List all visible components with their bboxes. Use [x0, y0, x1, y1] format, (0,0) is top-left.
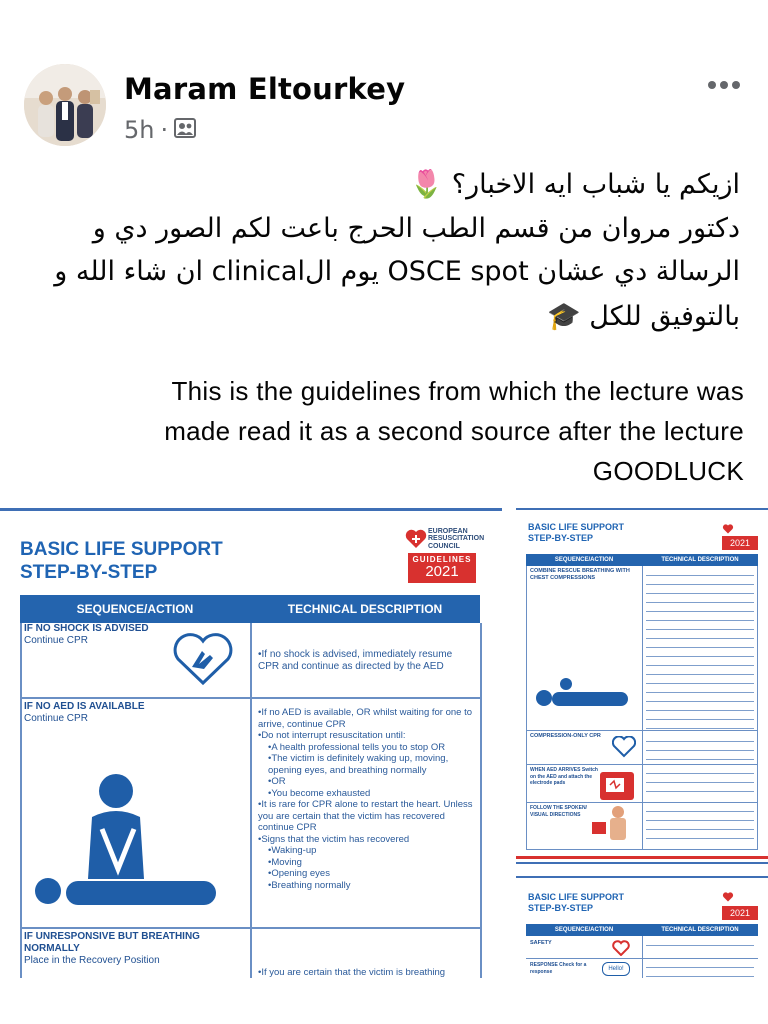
post-text-en-3: GOODLUCK	[592, 456, 744, 486]
person-aed-icon	[588, 804, 638, 854]
bullet-3: •A health professional tells you to stop OR	[268, 741, 446, 753]
bls-title-line1: BASIC LIFE SUPPORT	[20, 539, 223, 560]
bullet-8: •Signs that the victim has recovered	[258, 833, 410, 845]
side-top-rowline-1	[526, 730, 758, 731]
row-no-shock-desc: •If no shock is advised, immediately resume CPR and continue as directed by the AED	[258, 649, 453, 672]
side-top-row-1: COMBINE RESCUE BREATHING WITH CHEST COMPRESSIONS	[530, 568, 630, 581]
side-top-row-2: COMPRESSION-ONLY CPR	[530, 733, 601, 739]
side-top-desc-lines-4	[646, 806, 754, 846]
post-text-ar-4: بالتوفيق للكل 🎓	[547, 301, 740, 332]
table-right-border	[480, 623, 482, 981]
row-breathing-desc: •If you are certain that the victim is breathing	[258, 967, 446, 978]
author-avatar[interactable]	[24, 64, 106, 146]
side-bottom-rowline	[526, 958, 758, 959]
bullet-11: •Opening eyes	[268, 868, 330, 879]
side-bottom-desc-lines-1	[646, 940, 754, 954]
side-gap	[516, 864, 768, 874]
row-breathing-heading: IF UNRESPONSIVE BUT BREATHING NORMALLY	[24, 931, 200, 954]
side-bottom-divider	[642, 936, 643, 978]
side-top-row-3: WHEN AED ARRIVES Switch on the AED and attach the electrode pads	[530, 767, 598, 786]
guidelines-year: 2021	[425, 563, 459, 580]
row-divider-2	[20, 927, 480, 929]
aed-device-icon	[598, 768, 638, 806]
friends-icon[interactable]	[174, 116, 196, 144]
erc-line3: COUNCIL	[428, 542, 460, 550]
side-bottom-table-header	[526, 924, 758, 936]
bullet-10: •Moving	[268, 856, 302, 868]
row-no-aed-sub: Continue CPR	[24, 713, 88, 724]
side-bottom-erc-icon	[722, 888, 734, 907]
erc-line2: RESUSCITATION	[428, 535, 485, 543]
cpr-person-icon	[30, 769, 230, 923]
row-no-aed-heading: IF NO AED IS AVAILABLE	[24, 701, 145, 712]
bullet-12: •Breathing normally	[268, 879, 351, 891]
erc-heart-logo-icon	[404, 527, 428, 555]
post-header	[0, 0, 768, 160]
row-no-aed-desc	[258, 707, 476, 891]
post-time[interactable]: 5h	[124, 116, 155, 144]
side-bottom-title-1: BASIC LIFE SUPPORT	[528, 892, 625, 902]
bullet-5: •OR	[268, 776, 286, 787]
side-bottom-col1: SEQUENCE/ACTION	[554, 927, 614, 933]
side-top-footer-red	[516, 856, 768, 859]
side-top-desc-lines-1	[646, 570, 754, 730]
meta-separator: ·	[160, 116, 169, 144]
post-bottom-area	[0, 978, 768, 1024]
shield-check-icon	[612, 940, 630, 960]
guidelines-label: GUIDELINES	[412, 555, 472, 564]
col-sequence-action: SEQUENCE/ACTION	[76, 602, 194, 616]
bullet-7: •It is rare for CPR alone to restart the heart. Unless you are certain that the victim has recovered continue CPR	[258, 799, 473, 833]
infographic-side-image[interactable]	[516, 508, 768, 978]
heart-hands-icon	[172, 631, 234, 691]
post-text-en-2: made read it as a second source after the lecture	[164, 416, 744, 446]
bullet-6: •You become exhausted	[268, 787, 371, 799]
side-top-col2: TECHNICAL DESCRIPTION	[661, 557, 739, 563]
row-divider-1	[20, 697, 480, 699]
row-breathing-sub: Place in the Recovery Position	[24, 955, 160, 966]
side-top-year: 2021	[722, 536, 758, 550]
side-top-title-2: STEP-BY-STEP	[528, 533, 594, 543]
col-technical-description: TECHNICAL DESCRIPTION	[287, 602, 443, 616]
bullet-1: •If no AED is available, OR whilst waiting for one to arrive, continue CPR	[258, 707, 473, 730]
post-text-ar-3: الرسالة دي عشان OSCE spot يوم الclinical ان شاء الله و	[54, 256, 740, 287]
side-page-bottom	[516, 876, 768, 978]
side-top-title-1: BASIC LIFE SUPPORT	[528, 522, 625, 532]
side-bottom-col2: TECHNICAL DESCRIPTION	[661, 927, 739, 933]
post-meta	[124, 116, 196, 144]
bls-title-line2: STEP-BY-STEP	[20, 562, 158, 583]
author-name[interactable]: Maram Eltourkey	[124, 72, 406, 106]
erc-name	[428, 528, 484, 550]
side-top-table-header	[526, 554, 758, 566]
guidelines-badge	[408, 553, 476, 583]
infographic-main-image[interactable]	[0, 508, 502, 981]
bullet-9: •Waking-up	[268, 845, 317, 856]
row-no-shock-heading: IF NO SHOCK IS ADVISED	[24, 623, 149, 634]
bullet-2: •Do not interrupt resuscitation until:	[258, 730, 406, 741]
side-top-desc-lines-3	[646, 768, 754, 798]
table-header	[20, 595, 480, 623]
side-top-row-4: FOLLOW THE SPOKEN/ VISUAL DIRECTIONS	[530, 805, 587, 818]
side-bottom-desc-lines-2	[646, 962, 754, 978]
side-bottom-year: 2021	[722, 906, 758, 920]
side-top-desc-lines-2	[646, 736, 754, 760]
side-top-rowline-3	[526, 802, 758, 803]
side-top-rowline-2	[526, 764, 758, 765]
post-text-ar-1: ازيكم يا شباب ايه الاخبار؟ 🌷	[409, 169, 740, 200]
side-bottom-title-2: STEP-BY-STEP	[528, 903, 594, 913]
row-no-shock-sub: Continue CPR	[24, 635, 88, 646]
post-text-ar-2: دكتور مروان من قسم الطب الحرج باعت لكم الصور دي و	[92, 213, 740, 244]
side-page-top	[516, 508, 768, 860]
erc-line1: EUROPEAN	[428, 528, 468, 535]
side-bottom-row-response: RESPONSE Check for a response	[530, 962, 587, 975]
side-top-col1: SEQUENCE/ACTION	[554, 557, 614, 563]
side-bottom-row-safety: SAFETY	[530, 940, 552, 946]
bullet-4: •The victim is definitely waking up, moving, opening eyes, and breathing normally	[268, 753, 449, 776]
post-text-en-1: This is the guidelines from which the lecture was	[171, 376, 744, 406]
rescue-breathing-icon	[534, 676, 634, 720]
hello-speech-bubble: Hello!	[602, 962, 630, 976]
more-options-icon[interactable]	[708, 74, 748, 94]
heart-small-icon	[612, 736, 636, 762]
